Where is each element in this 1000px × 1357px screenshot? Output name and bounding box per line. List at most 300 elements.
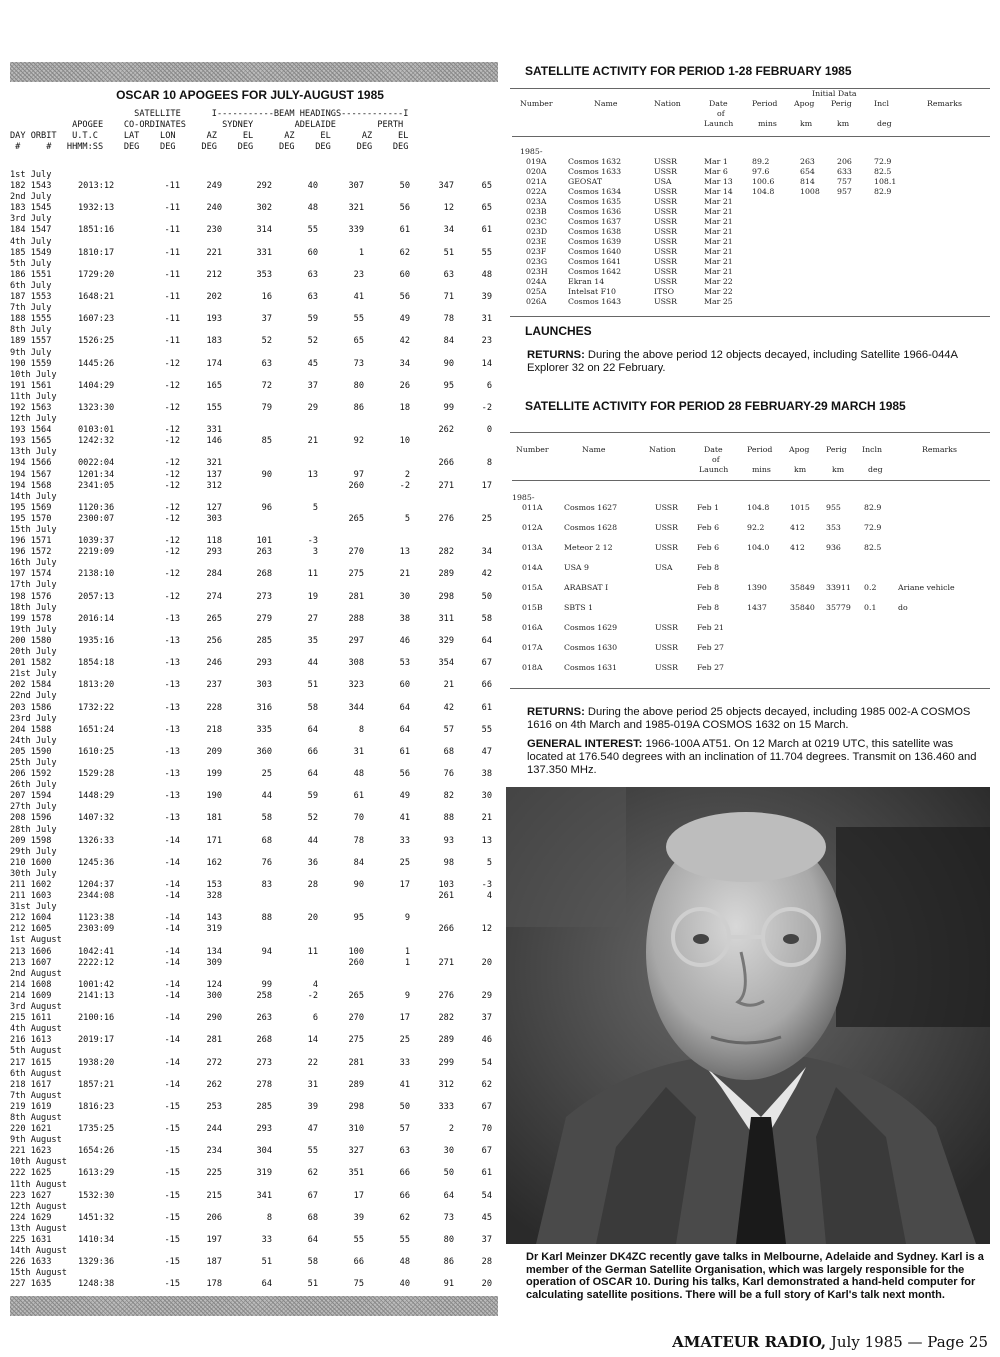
- photo-caption: Dr Karl Meinzer DK4ZC recently gave talks in Melbourne, Adelaide and Sydney. Karl is a member of the German Satellite Organisation, which was largely responsible for the operation of OSCAR 10. During his talks, Karl demonstrated a hand-held computer for calculating satellite positions. There will be a full story of Karl's talk next month.: [526, 1251, 984, 1302]
- cell-perth-el: 61: [481, 225, 492, 236]
- feb-hdr-initial: Initial Data: [812, 89, 857, 98]
- oscar-header-line: DAY ORBIT U.T.C LAT LON AZ EL AZ EL AZ EL: [10, 131, 409, 142]
- cell-adelaide-el: 62: [399, 1212, 410, 1223]
- cell-perth-el: 67: [481, 1146, 492, 1157]
- cell-lat: -15: [164, 1235, 180, 1245]
- feb-year: 1985-: [520, 147, 543, 156]
- feb-hdr-km2: km: [837, 119, 850, 128]
- cell-apogee-utc: 2138:10: [78, 569, 115, 580]
- day-label: 9th July: [10, 347, 52, 358]
- cell-adelaide-az: 48: [353, 769, 364, 780]
- cell-apogee-utc: 1410:34: [78, 1235, 115, 1245]
- cell-perth-az: 30: [443, 1146, 454, 1157]
- cell-lon: 274: [206, 591, 222, 602]
- cell-perth-az: 90: [443, 358, 454, 369]
- cell-lat: -14: [164, 957, 180, 968]
- cell-adelaide-az: 281: [348, 591, 364, 602]
- sat-cell-date: Mar 22: [704, 277, 733, 286]
- orbit-row: [10, 1146, 500, 1157]
- satellite-row: [512, 247, 990, 257]
- sat-cell-date: Mar 21: [704, 207, 733, 216]
- orbit-row: [10, 636, 500, 647]
- orbit-row: [10, 336, 500, 347]
- day-label: 14th July: [10, 491, 57, 502]
- day-label: 16th July: [10, 558, 57, 569]
- sat-cell-apog: 35849: [790, 583, 815, 592]
- mar-hdr-period: Period: [747, 445, 773, 454]
- cell-day-orbit: 198 1576: [10, 591, 52, 602]
- cell-sydney-az: 88: [261, 913, 272, 924]
- cell-lon: 209: [206, 746, 222, 757]
- cell-day-orbit: 221 1623: [10, 1146, 52, 1157]
- cell-adelaide-az: 23: [353, 269, 364, 280]
- sat-cell-date: Feb 1: [697, 503, 720, 512]
- cell-day-orbit: 199 1578: [10, 613, 52, 624]
- feb-hdr-launch: Launch: [704, 119, 734, 128]
- day-label: 5th August: [10, 1046, 62, 1057]
- orbit-row: [10, 991, 500, 1002]
- cell-lon: 162: [206, 857, 222, 868]
- cell-lon: 303: [206, 513, 222, 524]
- cell-sydney-el: 64: [307, 724, 318, 735]
- cell-perth-el: 30: [481, 791, 492, 802]
- cell-lon: 237: [206, 680, 222, 691]
- sat-cell-nation: USSR: [655, 543, 678, 552]
- cell-adelaide-az: 275: [348, 1035, 364, 1046]
- sat-cell-number: 018A: [522, 663, 543, 672]
- cell-adelaide-el: 17: [399, 1013, 410, 1024]
- cell-day-orbit: 200 1580: [10, 635, 52, 646]
- cell-apogee-utc: 1326:33: [78, 835, 115, 846]
- orbit-row: [10, 769, 500, 780]
- cell-apogee-utc: 2300:07: [78, 513, 115, 524]
- cell-sydney-az: 263: [256, 547, 272, 558]
- cell-lat: -14: [164, 1013, 180, 1024]
- cell-sydney-el: 31: [307, 1079, 318, 1090]
- cell-sydney-el: 52: [307, 336, 318, 347]
- cell-adelaide-el: 2: [404, 469, 410, 480]
- cell-adelaide-az: 310: [348, 1124, 364, 1135]
- cell-day-orbit: 195 1570: [10, 513, 52, 524]
- sat-cell-number: 023E: [526, 237, 547, 246]
- cell-sydney-az: 279: [256, 613, 272, 624]
- cell-sydney-az: 263: [256, 1013, 272, 1024]
- cell-day-orbit: 215 1611: [10, 1013, 52, 1024]
- cell-lon: 331: [206, 425, 222, 436]
- cell-adelaide-el: 13: [399, 547, 410, 558]
- cell-day-orbit: 217 1615: [10, 1057, 52, 1068]
- sat-cell-number: 017A: [522, 643, 543, 652]
- cell-lat: -12: [164, 536, 180, 547]
- cell-sydney-az: 319: [256, 1168, 272, 1179]
- day-label: 2nd August: [10, 968, 62, 979]
- cell-lon: 272: [206, 1057, 222, 1068]
- cell-sydney-el: 14: [307, 1035, 318, 1046]
- cell-perth-az: 276: [438, 513, 454, 524]
- cell-perth-el: 66: [481, 680, 492, 691]
- sat-cell-name: Cosmos 1642: [568, 267, 622, 276]
- mar-table-bottom-rule: [510, 688, 990, 689]
- day-label: 1st August: [10, 935, 62, 946]
- sat-cell-number: 023F: [526, 247, 547, 256]
- cell-sydney-az: 293: [256, 1124, 272, 1135]
- cell-adelaide-az: 339: [348, 225, 364, 236]
- cell-perth-az: 76: [443, 769, 454, 780]
- mar-hdr-of: of: [712, 455, 720, 464]
- cell-sydney-az: 37: [261, 314, 272, 325]
- cell-adelaide-el: 56: [399, 203, 410, 214]
- satellite-row: [512, 543, 990, 563]
- day-label: 18th July: [10, 602, 57, 613]
- day-label: 15th July: [10, 525, 57, 535]
- cell-perth-el: 62: [481, 1079, 492, 1090]
- day-label: 13th July: [10, 447, 57, 458]
- cell-lat: -12: [164, 380, 180, 391]
- orbit-row: [10, 592, 500, 603]
- cell-adelaide-az: 78: [353, 835, 364, 846]
- cell-lat: -14: [164, 913, 180, 924]
- cell-perth-az: 262: [438, 425, 454, 436]
- day-label: 2nd July: [10, 192, 52, 203]
- cell-lon: 244: [206, 1124, 222, 1135]
- cell-perth-az: 34: [443, 225, 454, 236]
- cell-adelaide-az: 321: [348, 203, 364, 214]
- cell-perth-el: 4: [486, 891, 492, 902]
- sat-cell-perig: 33911: [826, 583, 851, 592]
- cell-adelaide-el: 38: [399, 613, 410, 624]
- cell-lat: -12: [164, 402, 180, 413]
- sat-cell-incl: 82.5: [874, 167, 892, 176]
- cell-lon: 155: [206, 402, 222, 413]
- feb-hdr-apog: Apog: [794, 99, 815, 108]
- cell-day-orbit: 195 1569: [10, 502, 52, 513]
- sat-cell-number: 023C: [526, 217, 547, 226]
- cell-perth-az: 333: [438, 1101, 454, 1112]
- oscar-table-header: [10, 109, 500, 153]
- mar-hdr-name: Name: [582, 445, 606, 454]
- sat-cell-date: Feb 6: [697, 523, 720, 532]
- cell-perth-az: 82: [443, 791, 454, 802]
- cell-adelaide-el: 41: [399, 813, 410, 824]
- cell-adelaide-el: 9: [404, 990, 410, 1001]
- sat-cell-incl: 72.9: [874, 157, 892, 166]
- sat-cell-nation: USSR: [655, 503, 678, 512]
- sat-cell-number: 015B: [522, 603, 543, 612]
- day-label: 10th August: [10, 1157, 67, 1168]
- cell-sydney-el: 27: [307, 613, 318, 624]
- cell-lat: -13: [164, 813, 180, 824]
- cell-perth-el: 48: [481, 269, 492, 280]
- cell-adelaide-az: 275: [348, 569, 364, 580]
- orbit-row: [10, 470, 500, 481]
- cell-lat: -11: [164, 314, 180, 325]
- cell-adelaide-el: 57: [399, 1124, 410, 1135]
- sat-cell-number: 014A: [522, 563, 543, 572]
- cell-sydney-az: 302: [256, 203, 272, 214]
- sat-cell-name: Cosmos 1643: [568, 297, 622, 306]
- cell-day-orbit: 194 1567: [10, 469, 52, 480]
- cell-lat: -11: [164, 203, 180, 214]
- satellite-row: [512, 157, 990, 167]
- sat-cell-number: 016A: [522, 623, 543, 632]
- feb-hdr-date: Date: [709, 99, 728, 108]
- cell-apogee-utc: 0022:04: [78, 458, 115, 469]
- page-footer: [672, 1333, 988, 1351]
- orbit-row: [10, 503, 500, 514]
- cell-sydney-el: 29: [307, 402, 318, 413]
- cell-apogee-utc: 2013:12: [78, 181, 115, 192]
- cell-lat: -14: [164, 924, 180, 935]
- cell-adelaide-az: 97: [353, 469, 364, 480]
- cell-perth-el: 39: [481, 292, 492, 303]
- cell-perth-el: 65: [481, 203, 492, 214]
- cell-apogee-utc: 1648:21: [78, 292, 115, 303]
- cell-sydney-el: 55: [307, 1146, 318, 1157]
- cell-sydney-el: 6: [312, 1013, 318, 1024]
- cell-sydney-el: 22: [307, 1057, 318, 1068]
- mar-hdr-date: Date: [704, 445, 723, 454]
- cell-apogee-utc: 1329:36: [78, 1257, 115, 1268]
- cell-adelaide-az: 288: [348, 613, 364, 624]
- cell-lon: 153: [206, 880, 222, 890]
- orbit-row: [10, 725, 500, 736]
- day-label: 7th August: [10, 1090, 62, 1101]
- top-hatch-bar: [10, 62, 498, 82]
- cell-perth-az: 42: [443, 702, 454, 713]
- launches-heading: LAUNCHES: [525, 324, 592, 338]
- cell-perth-el: -2: [481, 402, 492, 413]
- cell-perth-az: 86: [443, 1257, 454, 1268]
- orbit-row: [10, 1124, 500, 1135]
- cell-sydney-el: 68: [307, 1212, 318, 1223]
- cell-adelaide-el: 64: [399, 724, 410, 735]
- cell-sydney-az: 285: [256, 635, 272, 646]
- cell-apogee-utc: 1532:30: [78, 1190, 115, 1201]
- day-label: 30th July: [10, 868, 57, 879]
- cell-perth-el: 54: [481, 1057, 492, 1068]
- sat-cell-perig: 936: [826, 543, 841, 552]
- cell-adelaide-az: 17: [353, 1190, 364, 1201]
- feb-hdr-number: Number: [520, 99, 553, 108]
- cell-day-orbit: 211 1603: [10, 891, 52, 902]
- cell-day-orbit: 201 1582: [10, 658, 52, 669]
- cell-perth-az: 80: [443, 1235, 454, 1245]
- cell-day-orbit: 196 1571: [10, 536, 52, 547]
- cell-adelaide-az: 86: [353, 402, 364, 413]
- cell-adelaide-el: 25: [399, 857, 410, 868]
- cell-lat: -15: [164, 1168, 180, 1179]
- oscar-table-title: OSCAR 10 APOGEES FOR JULY-AUGUST 1985: [116, 88, 384, 102]
- cell-sydney-az: 63: [261, 358, 272, 369]
- sat-cell-number: 011A: [522, 503, 543, 512]
- cell-adelaide-az: 298: [348, 1101, 364, 1112]
- day-label: 8th August: [10, 1112, 62, 1123]
- cell-sydney-el: -2: [307, 990, 318, 1001]
- feb-activity-table: [512, 89, 990, 314]
- sat-cell-number: 023D: [526, 227, 548, 236]
- cell-lat: -14: [164, 1057, 180, 1068]
- cell-perth-az: 95: [443, 380, 454, 391]
- cell-lon: 321: [206, 458, 222, 469]
- cell-lat: -13: [164, 658, 180, 669]
- cell-adelaide-az: 327: [348, 1146, 364, 1157]
- cell-lat: -12: [164, 480, 180, 491]
- mar-hdr-apog: Apog: [789, 445, 810, 454]
- day-label: 11th July: [10, 391, 57, 402]
- cell-adelaide-el: 41: [399, 1079, 410, 1090]
- satellite-row: [512, 287, 990, 297]
- orbit-row: [10, 547, 500, 558]
- cell-perth-el: 5: [486, 857, 492, 868]
- cell-adelaide-el: 48: [399, 1257, 410, 1268]
- cell-lat: -13: [164, 746, 180, 757]
- cell-adelaide-el: 34: [399, 358, 410, 369]
- cell-day-orbit: 209 1598: [10, 835, 52, 846]
- cell-sydney-az: 8: [266, 1212, 272, 1223]
- cell-apogee-utc: 2222:12: [78, 957, 115, 968]
- sat-cell-nation: USA: [654, 177, 672, 186]
- cell-perth-az: 99: [443, 402, 454, 413]
- cell-perth-az: 282: [438, 547, 454, 558]
- cell-sydney-el: 64: [307, 1235, 318, 1245]
- cell-sydney-az: 341: [256, 1190, 272, 1201]
- day-label: 21st July: [10, 669, 57, 680]
- cell-sydney-az: 273: [256, 1057, 272, 1068]
- cell-adelaide-az: 55: [353, 1235, 364, 1245]
- cell-sydney-el: 4: [312, 979, 318, 990]
- cell-lon: 206: [206, 1212, 222, 1223]
- orbit-row: [10, 1102, 500, 1113]
- cell-sydney-az: 331: [256, 247, 272, 258]
- sat-cell-perig: 206: [837, 157, 852, 166]
- cell-adelaide-el: 18: [399, 402, 410, 413]
- cell-apogee-utc: 1445:26: [78, 358, 115, 369]
- sat-cell-date: Mar 13: [704, 177, 733, 186]
- sat-cell-date: Mar 21: [704, 197, 733, 206]
- cell-day-orbit: 213 1607: [10, 957, 52, 968]
- cell-apogee-utc: 1607:23: [78, 314, 115, 325]
- cell-perth-az: 91: [443, 1279, 454, 1290]
- sat-cell-date: Mar 6: [704, 167, 728, 176]
- cell-day-orbit: 204 1588: [10, 724, 52, 735]
- cell-day-orbit: 220 1621: [10, 1124, 52, 1135]
- cell-lat: -15: [164, 1279, 180, 1290]
- cell-perth-az: 271: [438, 957, 454, 968]
- sat-cell-date: Mar 14: [704, 187, 733, 196]
- orbit-row: [10, 658, 500, 669]
- sat-cell-name: Cosmos 1635: [568, 197, 622, 206]
- cell-adelaide-el: 33: [399, 1057, 410, 1068]
- sat-cell-name: Cosmos 1627: [564, 503, 618, 512]
- cell-lon: 165: [206, 380, 222, 391]
- cell-sydney-el: 58: [307, 1257, 318, 1268]
- cell-apogee-utc: 1451:32: [78, 1212, 115, 1223]
- day-label: 13th August: [10, 1223, 67, 1234]
- cell-perth-el: -3: [481, 880, 492, 890]
- cell-lon: 187: [206, 1257, 222, 1268]
- mar-returns-label: RETURNS:: [527, 706, 585, 718]
- cell-apogee-utc: 1042:41: [78, 946, 115, 957]
- sat-cell-incl: 82.5: [864, 543, 882, 552]
- sat-cell-number: 024A: [526, 277, 547, 286]
- cell-lon: 137: [206, 469, 222, 480]
- orbit-row: [10, 1168, 500, 1179]
- satellite-row: [512, 663, 990, 683]
- feb-header-rule: [512, 136, 990, 137]
- sat-cell-date: Mar 21: [704, 267, 733, 276]
- orbit-row: [10, 924, 500, 935]
- day-label: 26th July: [10, 780, 57, 791]
- cell-perth-el: 64: [481, 635, 492, 646]
- sat-cell-number: 021A: [526, 177, 547, 186]
- cell-sydney-el: 21: [307, 436, 318, 447]
- cell-adelaide-el: 56: [399, 292, 410, 303]
- sat-cell-number: 019A: [526, 157, 547, 166]
- orbit-row: [10, 270, 500, 281]
- cell-apogee-utc: 2303:09: [78, 924, 115, 935]
- sat-cell-date: Mar 21: [704, 247, 733, 256]
- cell-lat: -12: [164, 502, 180, 513]
- day-label: 28th July: [10, 824, 57, 835]
- sat-cell-number: 026A: [526, 297, 547, 306]
- cell-sydney-az: 304: [256, 1146, 272, 1157]
- orbit-row: [10, 947, 500, 958]
- cell-adelaide-az: 95: [353, 913, 364, 924]
- cell-lon: 234: [206, 1146, 222, 1157]
- cell-day-orbit: 207 1594: [10, 791, 52, 802]
- cell-perth-el: 55: [481, 724, 492, 735]
- cell-lat: -12: [164, 591, 180, 602]
- cell-adelaide-el: 60: [399, 680, 410, 691]
- feb-table-bottom-rule: [510, 316, 990, 317]
- cell-apogee-utc: 2100:16: [78, 1013, 115, 1024]
- cell-sydney-az: 268: [256, 569, 272, 580]
- cell-lat: -13: [164, 769, 180, 780]
- cell-sydney-az: 268: [256, 1035, 272, 1046]
- cell-lat: -11: [164, 292, 180, 303]
- cell-perth-el: 20: [481, 1279, 492, 1290]
- cell-lat: -14: [164, 891, 180, 902]
- sat-cell-name: Cosmos 1640: [568, 247, 622, 256]
- cell-sydney-el: 58: [307, 702, 318, 713]
- sat-cell-date: Mar 1: [704, 157, 728, 166]
- cell-sydney-el: 63: [307, 292, 318, 303]
- orbit-row: [10, 359, 500, 370]
- orbit-row: [10, 225, 500, 236]
- cell-adelaide-el: 30: [399, 591, 410, 602]
- cell-adelaide-az: 39: [353, 1212, 364, 1223]
- cell-adelaide-az: 281: [348, 1057, 364, 1068]
- cell-adelaide-el: 64: [399, 702, 410, 713]
- sat-cell-name: USA 9: [564, 563, 589, 572]
- cell-lon: 193: [206, 314, 222, 325]
- cell-perth-el: 67: [481, 1101, 492, 1112]
- cell-sydney-el: 40: [307, 181, 318, 192]
- satellite-row: [512, 603, 990, 623]
- orbit-row: [10, 791, 500, 802]
- cell-lon: 230: [206, 225, 222, 236]
- cell-perth-az: 78: [443, 314, 454, 325]
- cell-day-orbit: 225 1631: [10, 1235, 52, 1245]
- cell-day-orbit: 184 1547: [10, 225, 52, 236]
- mar-hdr-perig: Perig: [826, 445, 847, 454]
- cell-adelaide-az: 260: [348, 480, 364, 491]
- cell-lat: -15: [164, 1212, 180, 1223]
- cell-perth-az: 64: [443, 1190, 454, 1201]
- sat-cell-remarks: do: [898, 603, 908, 612]
- cell-sydney-az: 278: [256, 1079, 272, 1090]
- cell-sydney-el: 63: [307, 269, 318, 280]
